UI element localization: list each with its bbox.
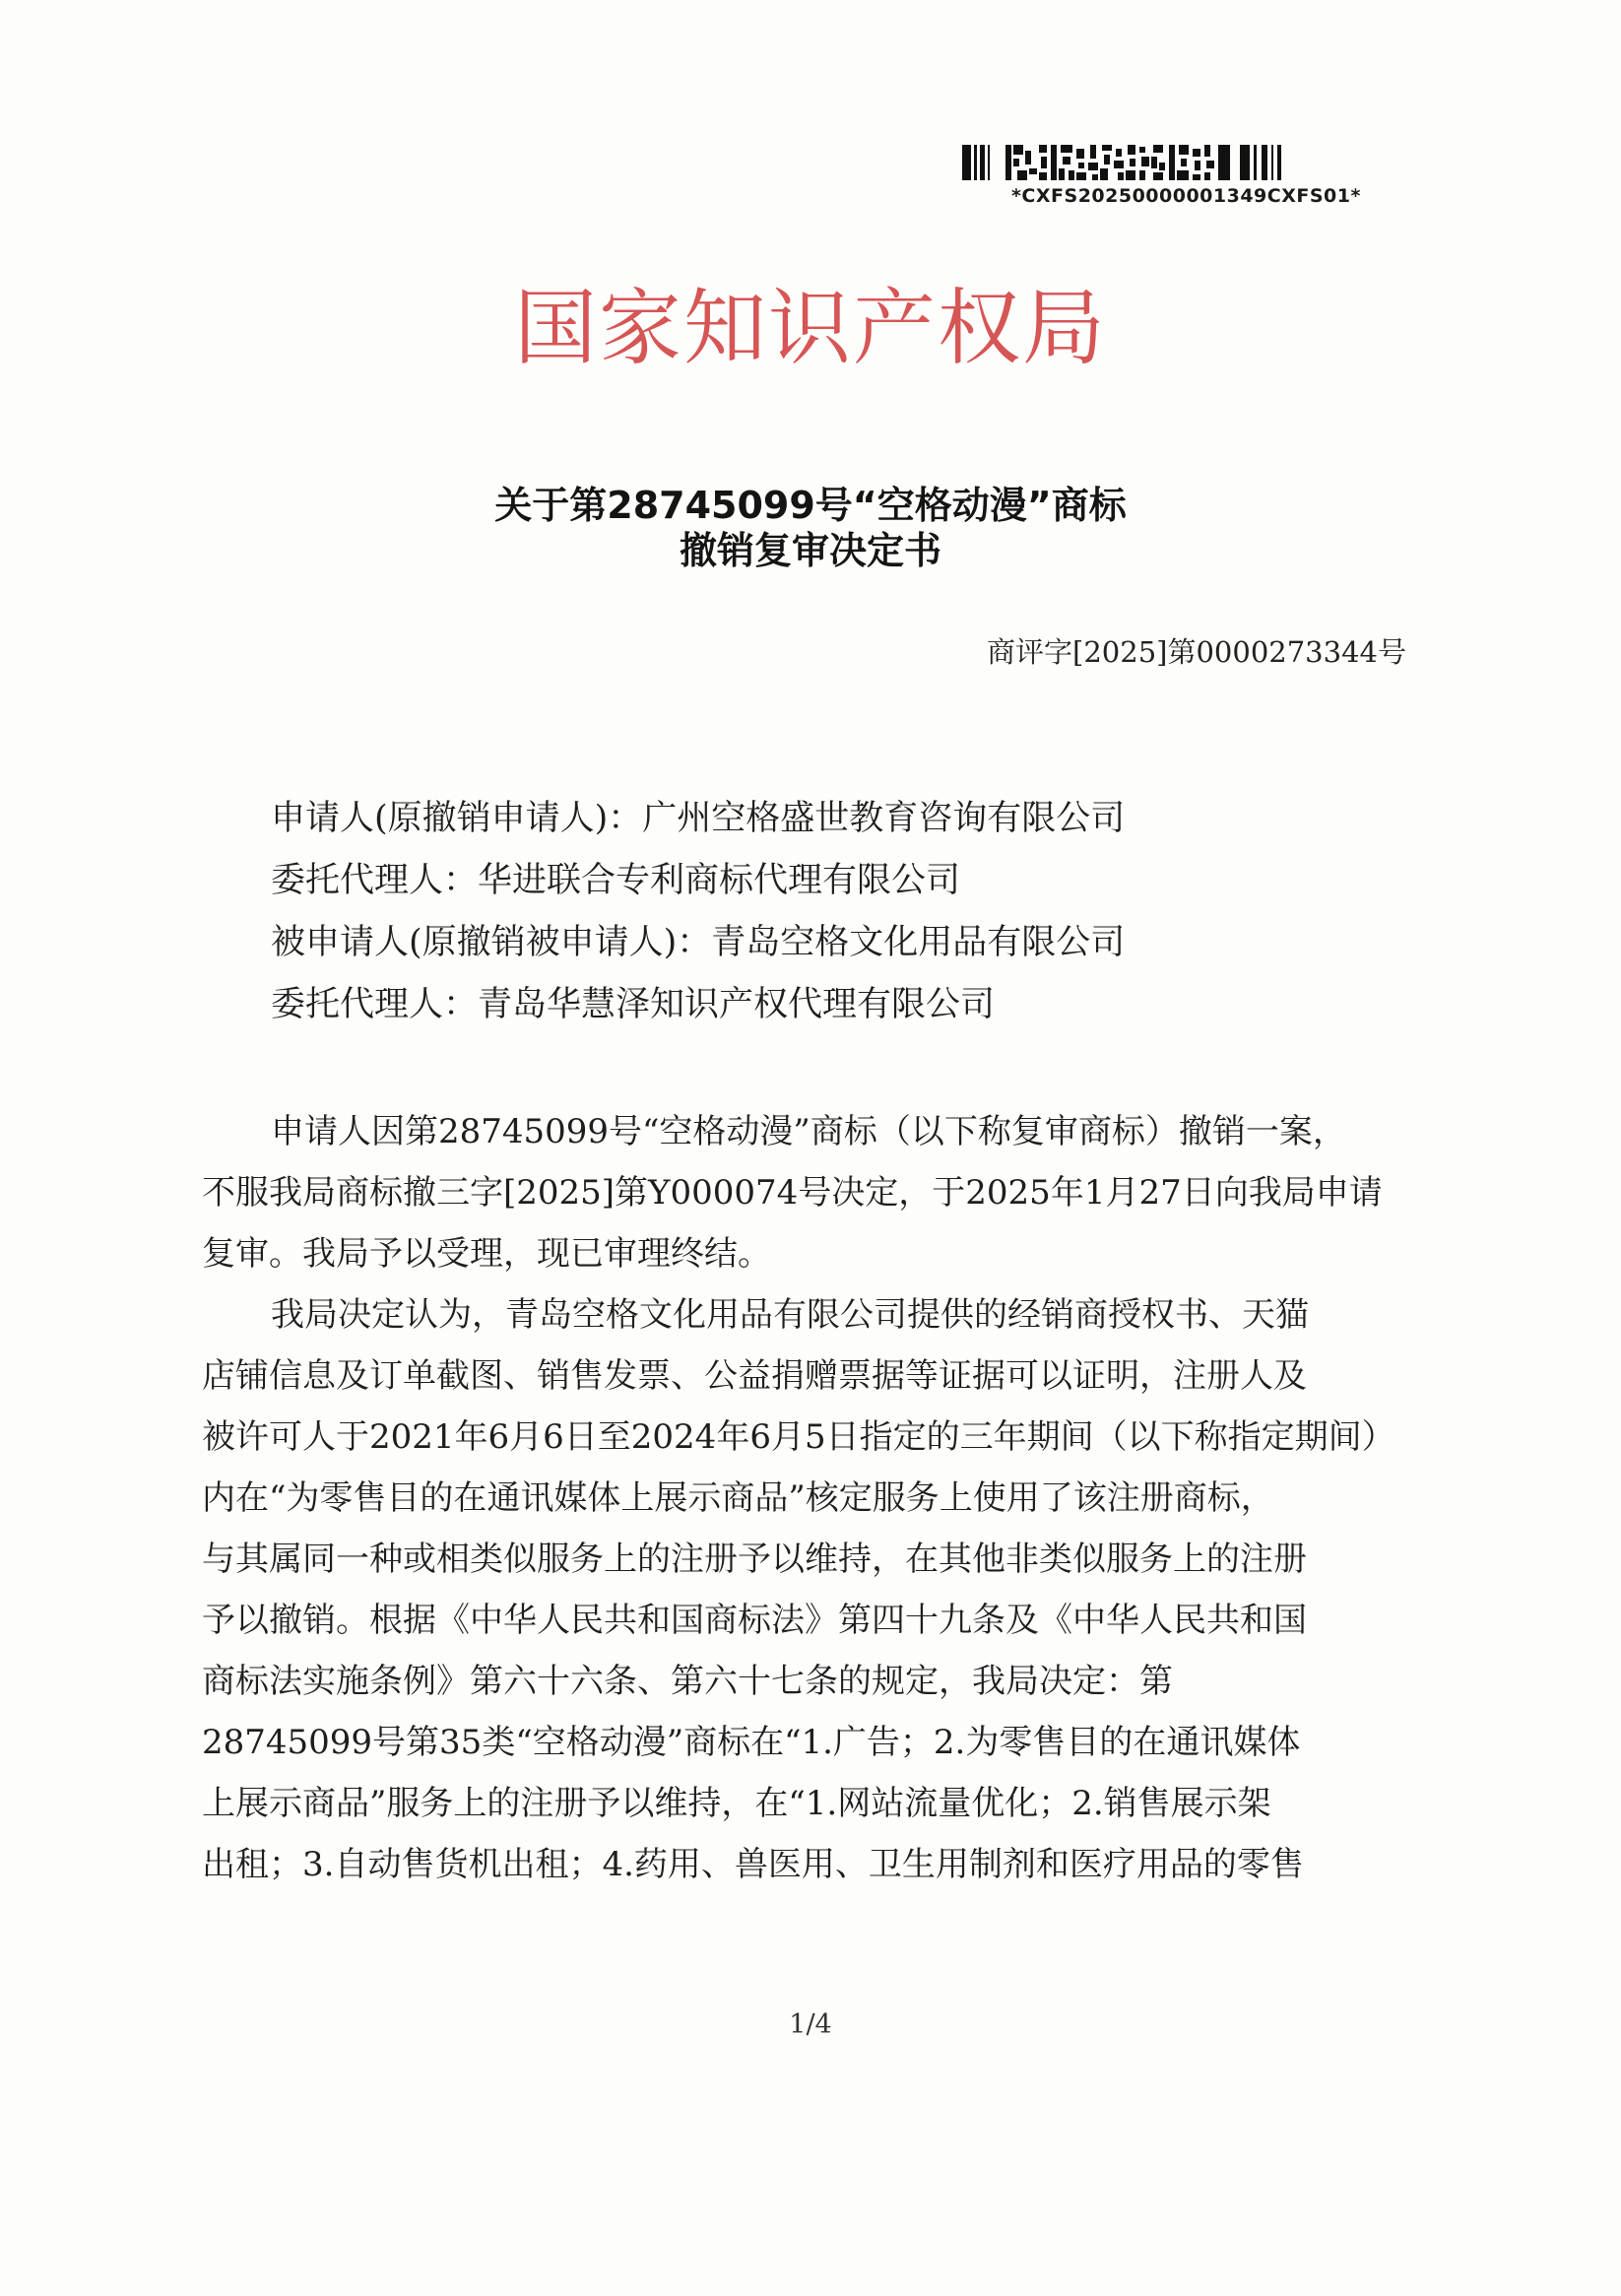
reference-number: 商评字[2025]第0000273344号: [987, 635, 1406, 669]
body-line: 我局决定认为，青岛空格文化用品有限公司提供的经销商授权书、天猫: [271, 1295, 1309, 1335]
body-line: 被许可人于2021年6月6日至2024年6月5日指定的三年期间（以下称指定期间）: [202, 1417, 1395, 1457]
decision-body: [202, 1101, 1423, 1895]
respondent: 被申请人(原撤销被申请人)：青岛空格文化用品有限公司: [271, 923, 1126, 962]
page-number: 1/4: [789, 2009, 832, 2040]
title-line-1: 关于第28745099号“空格动漫”商标: [494, 484, 1127, 527]
barcode-block: [960, 141, 1361, 210]
body-line: 不服我局商标撤三字[2025]第Y000074号决定，于2025年1月27日向我局申请: [202, 1173, 1383, 1213]
agency-header: 国家知识产权局: [513, 280, 1107, 376]
respondent-agent: 委托代理人：青岛华慧泽知识产权代理有限公司: [271, 985, 996, 1024]
body-line: 出租；3.自动售货机出租；4.药用、兽医用、卫生用制剂和医疗用品的零售: [202, 1845, 1304, 1884]
body-line: 予以撤销。根据《中华人民共和国商标法》第四十九条及《中华人民共和国: [202, 1601, 1307, 1640]
body-line: 申请人因第28745099号“空格动漫”商标（以下称复审商标）撤销一案，: [271, 1112, 1346, 1151]
parties-list: [271, 788, 1125, 1036]
applicant: 申请人(原撤销申请人)：广州空格盛世教育咨询有限公司: [271, 799, 1126, 838]
barcode-code-text: *CXFS20250000001349CXFS01*: [1011, 185, 1361, 207]
body-line: 上展示商品”服务上的注册予以维持，在“1.网站流量优化；2.销售展示架: [202, 1784, 1271, 1823]
body-line: 与其属同一种或相类似服务上的注册予以维持，在其他非类似服务上的注册: [202, 1540, 1307, 1579]
document-title: [0, 483, 1621, 573]
applicant-agent: 委托代理人：华进联合专利商标代理有限公司: [271, 861, 961, 900]
barcode-icon: [960, 141, 1354, 184]
body-line: 28745099号第35类“空格动漫”商标在“1.广告；2.为零售目的在通讯媒体: [202, 1723, 1301, 1762]
body-line: 复审。我局予以受理，现已审理终结。: [202, 1234, 771, 1274]
body-line: 内在“为零售目的在通讯媒体上展示商品”核定服务上使用了该注册商标，: [202, 1478, 1274, 1518]
body-line: 商标法实施条例》第六十六条、第六十七条的规定，我局决定：第: [202, 1662, 1173, 1701]
title-line-2: 撤销复审决定书: [679, 529, 941, 572]
body-line: 店铺信息及订单截图、销售发票、公益捐赠票据等证据可以证明，注册人及: [202, 1356, 1307, 1396]
